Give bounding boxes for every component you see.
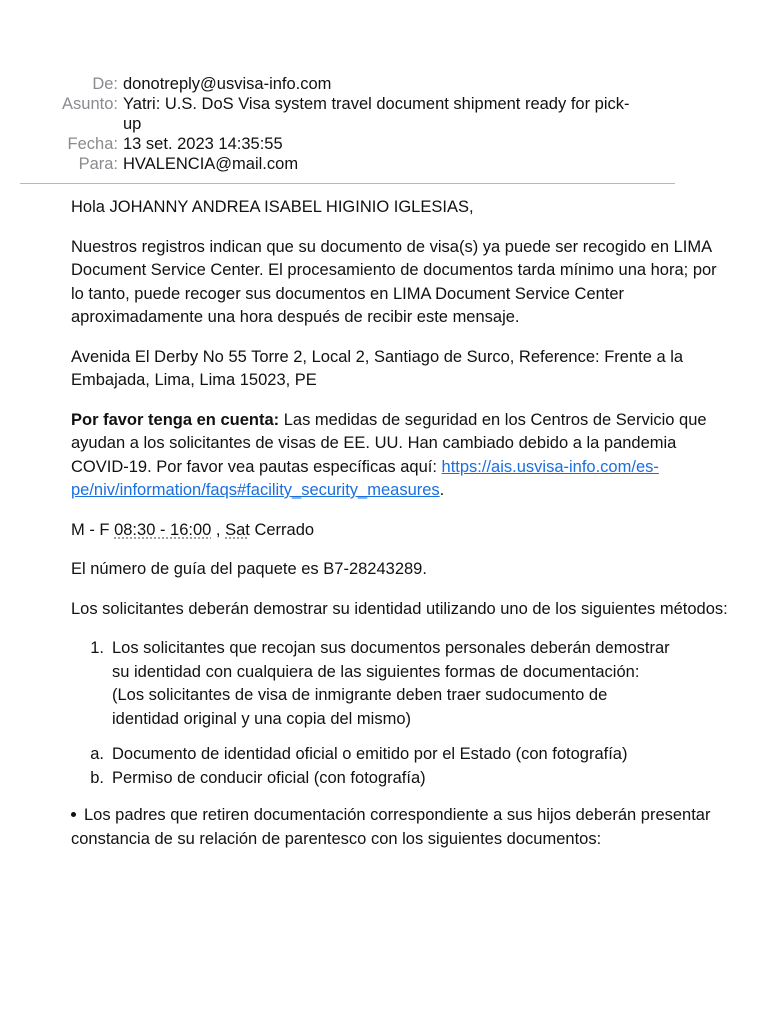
hours-sat[interactable]: Sat: [225, 520, 250, 539]
paragraph-identity-intro: Los solicitantes deberán demostrar su identidad utilizando uno de los siguientes métodos:: [71, 599, 728, 618]
bullet-icon: [71, 812, 76, 817]
hours-weekday[interactable]: 08:30 - 16:00: [114, 520, 212, 539]
date-label: Fecha:: [67, 135, 118, 153]
numbered-list: [71, 637, 731, 731]
email-header: [0, 74, 768, 174]
lettered-list: [71, 743, 731, 790]
paragraph-address: Avenida El Derby No 55 Torre 2, Local 2, Santiago de Surco, Reference: Frente a la Embajada, Lima, Lima 15023, PE: [71, 347, 684, 389]
list-item-letter: a.: [90, 745, 104, 763]
notice-text: Las medidas de seguridad en los Centros de Servicio que ayudan a los solicitantes de visas de EE. UU. Han cambiado debido a la pandemia COVID-19. Por favor vea pautas específicas aquí:: [71, 410, 707, 476]
greeting: Hola JOHANNY ANDREA ISABEL HIGINIO IGLESIAS,: [71, 198, 474, 216]
to-label: Para:: [78, 155, 118, 173]
from-value[interactable]: donotreply@usvisa-info.com: [123, 75, 332, 93]
list-item-text: Permiso de conducir oficial (con fotografía): [112, 768, 426, 787]
to-value[interactable]: HVALENCIA@mail.com: [123, 155, 299, 173]
list-item-text: Los solicitantes que recojan sus documentos personales deberán demostrar su identidad con cualquiera de las siguientes formas de documentación: (Los solicitantes de visa de inmigrante deben traer sudocumento de identidad original y una copia del mismo): [112, 639, 670, 728]
list-item-letter: b.: [90, 768, 104, 787]
paragraph-tracking: El número de guía del paquete es B7-28243289.: [71, 560, 427, 578]
from-row: [0, 74, 768, 94]
hours-prefix: M - F: [71, 520, 115, 539]
paragraph-hours: [71, 519, 731, 543]
list-item-text: Documento de identidad oficial o emitido por el Estado (con fotografía): [112, 745, 628, 763]
subject-value: Yatri: U.S. DoS Visa system travel document shipment ready for pick-up: [123, 95, 630, 133]
date-value: 13 set. 2023 14:35:55: [123, 135, 283, 153]
list-item: [71, 767, 731, 791]
list-item: [71, 637, 731, 731]
paragraph-notice: [71, 409, 731, 503]
date-row: [0, 134, 768, 154]
from-label: De:: [92, 75, 118, 93]
hours-suffix: Cerrado: [249, 520, 315, 539]
list-item: [71, 743, 731, 767]
to-row: [0, 154, 768, 174]
notice-bold: Por favor tenga en cuenta:: [71, 410, 280, 429]
subject-label: Asunto:: [62, 95, 118, 113]
header-divider: [20, 183, 675, 184]
paragraph-parents: [71, 804, 731, 851]
email-body: [71, 196, 731, 867]
hours-sep: ,: [211, 520, 226, 539]
parents-text: Los padres que retiren documentación correspondiente a sus hijos deberán presentar constancia de su relación de parentesco con los siguientes documentos:: [71, 806, 711, 848]
notice-end: .: [439, 481, 445, 499]
paragraph-pickup: Nuestros registros indican que su documento de visa(s) ya puede ser recogido en LIMA Document Service Center. El procesamiento de documentos tarda mínimo una hora; por lo tanto, puede recoger sus documentos en LIMA Document Service Center aproximadamente una hora después de recibir este mensaje.: [71, 237, 717, 326]
list-item-number: 1.: [90, 639, 104, 657]
subject-row: [0, 94, 768, 134]
security-measures-link[interactable]: https://ais.usvisa-info.com/es-pe/niv/information/faqs#facility_security_measures: [71, 457, 659, 499]
